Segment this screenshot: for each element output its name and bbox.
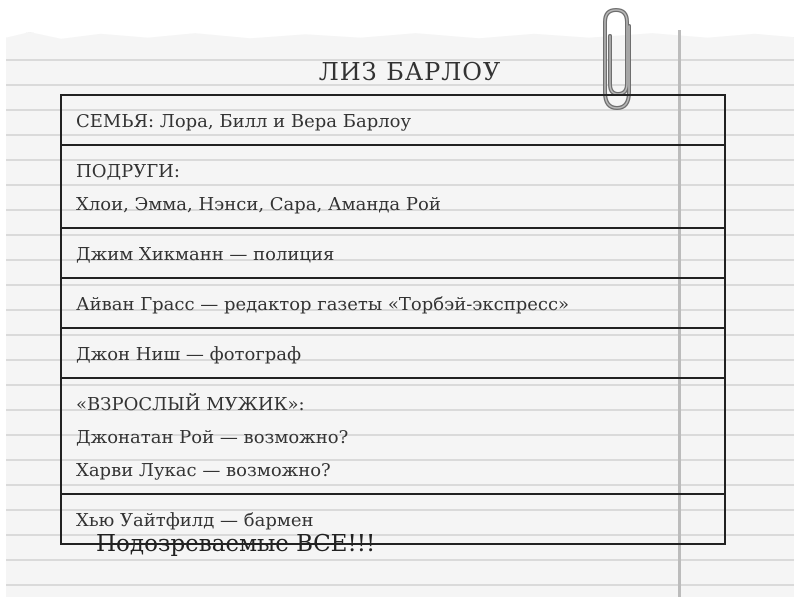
row-line: СЕМЬЯ: Лора, Билл и Вера Барлоу: [76, 111, 412, 132]
row-line: Хью Уайтфилд — бармен: [76, 510, 314, 531]
row-line: Джим Хикманн — полиция: [76, 244, 335, 265]
handwritten-note: Подозреваемые ВСЕ!!!: [96, 531, 376, 557]
page-title: ЛИЗ БАРЛОУ: [318, 58, 502, 86]
table-row: [62, 146, 724, 229]
table-row: [62, 96, 724, 146]
contacts-table: [60, 94, 726, 545]
row-line: Харви Лукас — возможно?: [76, 460, 331, 481]
table-row: [62, 379, 724, 495]
row-line: Джонатан Рой — возможно?: [76, 427, 349, 448]
table-row: [62, 329, 724, 379]
table-row: [62, 279, 724, 329]
row-heading: «ВЗРОСЛЫЙ МУЖИК»:: [76, 394, 305, 415]
row-line: Айван Грасс — редактор газеты «Торбэй-экспресс»: [76, 294, 570, 315]
row-line: Джон Ниш — фотограф: [76, 344, 302, 365]
row-heading: ПОДРУГИ:: [76, 161, 180, 182]
table-row: [62, 229, 724, 279]
row-line: Хлои, Эмма, Нэнси, Сара, Аманда Рой: [76, 194, 441, 215]
